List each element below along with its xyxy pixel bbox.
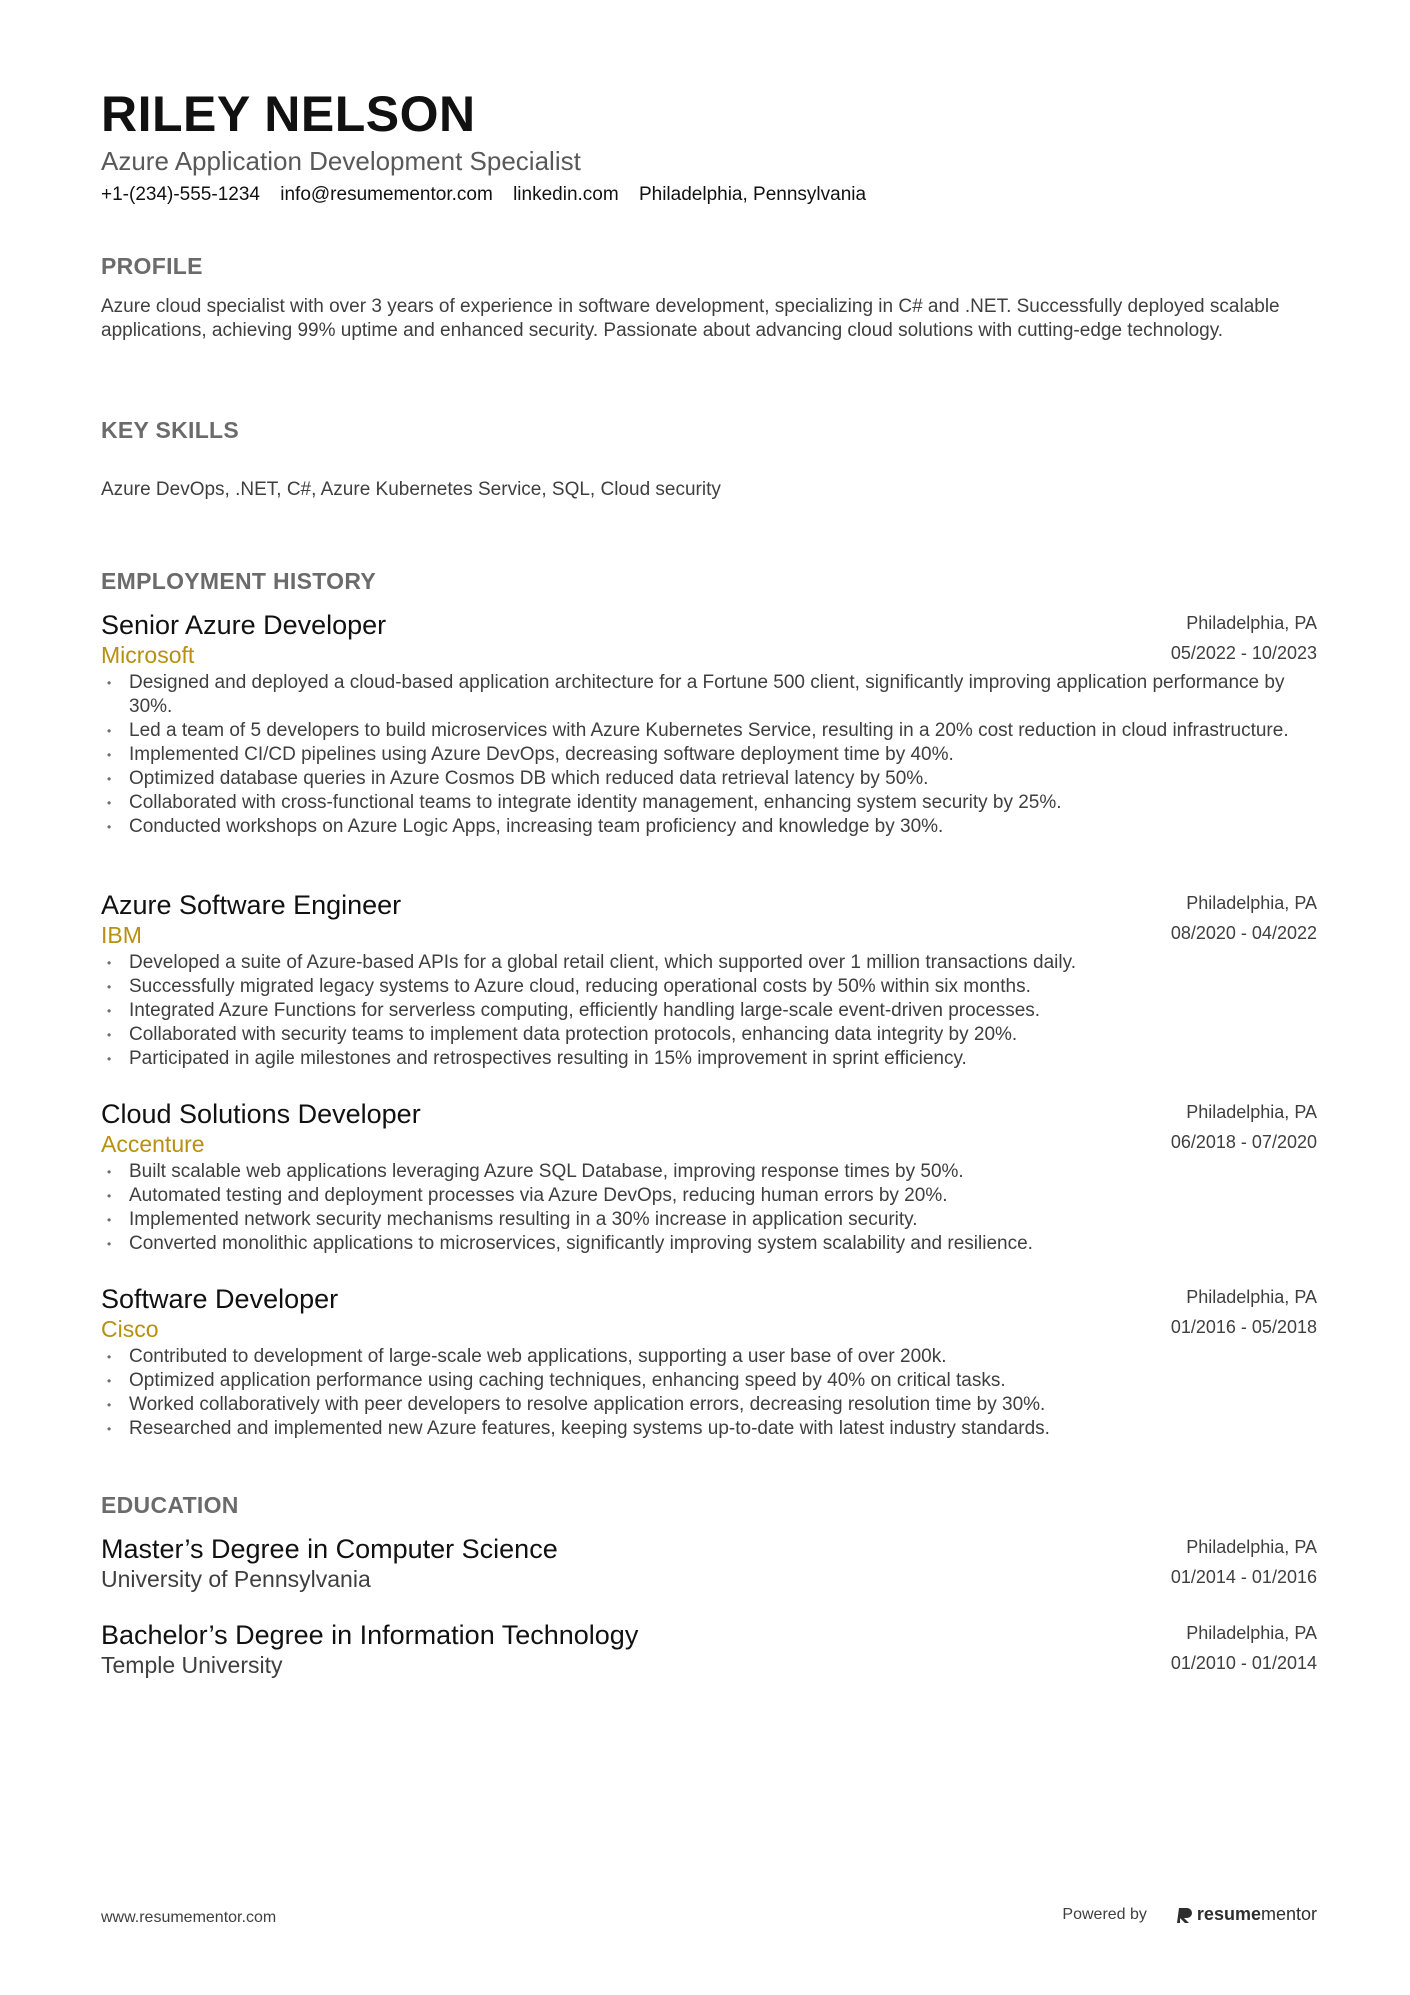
footer-website-link[interactable]: www.resumementor.com [101,1909,277,1926]
job-title: Software Developer [101,1284,339,1314]
job-dates: 01/2016 - 05/2018 [1170,1317,1317,1337]
job-company: Microsoft [101,642,195,668]
bullet-item: • Developed a suite of Azure-based APIs for a global retail client, which supported over 1 million transactions daily. [101,951,1317,975]
employment-heading: EMPLOYMENT HISTORY [101,568,377,594]
job-bullets [101,951,1317,1071]
profile-heading: PROFILE [101,253,203,279]
education-dates: 01/2010 - 01/2014 [1170,1653,1317,1673]
job-title: Azure Software Engineer [101,890,402,920]
bullet-item: • Led a team of 5 developers to build microservices with Azure Kubernetes Service, resulting in a 20% cost reduction in cloud infrastructure. [101,719,1317,743]
bullet-item: • Integrated Azure Functions for serverless computing, efficiently handling large-scale event-driven processes. [101,999,1317,1023]
bullet-item: • Optimized database queries in Azure Cosmos DB which reduced data retrieval latency by 50%. [101,767,1317,791]
job-bullets [101,1345,1317,1441]
job-dates: 08/2020 - 04/2022 [1170,923,1317,943]
degree-title: Bachelor’s Degree in Information Technology [101,1620,639,1650]
job-title: Senior Azure Developer [101,610,387,640]
candidate-name: RILEY NELSON [101,86,476,142]
job-location: Philadelphia, PA [1186,613,1317,633]
bullet-item: • Automated testing and deployment processes via Azure DevOps, reducing human errors by 20%. [101,1184,1317,1208]
brand-bold: resume [1196,1904,1261,1924]
job-location: Philadelphia, PA [1186,893,1317,913]
school-name: University of Pennsylvania [101,1566,371,1592]
education-location: Philadelphia, PA [1186,1623,1317,1643]
skills-text: Azure DevOps, .NET, C#, Azure Kubernetes Service, SQL, Cloud security [101,479,721,500]
job-bullets [101,1160,1317,1256]
bullet-item: • Successfully migrated legacy systems to Azure cloud, reducing operational costs by 50% within six months. [101,975,1317,999]
candidate-title: Azure Application Development Specialist [101,146,581,176]
powered-by-label: Powered by [1062,1905,1147,1923]
bullet-item: • Converted monolithic applications to microservices, significantly improving system scalability and resilience. [101,1232,1317,1256]
job-company: IBM [101,922,142,948]
bullet-item: • Collaborated with cross-functional teams to integrate identity management, enhancing system security by 25%. [101,791,1317,815]
linkedin-link[interactable]: linkedin.com [513,184,619,205]
job-dates: 06/2018 - 07/2020 [1170,1132,1317,1152]
job-company: Accenture [101,1131,205,1157]
bullet-item: • Conducted workshops on Azure Logic Apps, increasing team proficiency and knowledge by 30%. [101,815,1317,839]
profile-text: Azure cloud specialist with over 3 years of experience in software development, specializing in C# and .NET. Successfully deployed scalable applications, achieving 99% uptime and enhanced security. Passionate about advancing cloud solutions with cutting-edge technology. [101,296,1280,341]
degree-title: Master’s Degree in Computer Science [101,1534,558,1564]
location: Philadelphia, Pennsylvania [638,184,867,205]
job-location: Philadelphia, PA [1186,1287,1317,1307]
bullet-item: • Contributed to development of large-scale web applications, supporting a user base of over 200k. [101,1345,1317,1369]
education-dates: 01/2014 - 01/2016 [1170,1567,1317,1587]
bullet-item: • Implemented CI/CD pipelines using Azure DevOps, decreasing software deployment time by 40%. [101,743,1317,767]
bullet-item: • Researched and implemented new Azure features, keeping systems up-to-date with latest industry standards. [101,1417,1317,1441]
phone: +1-(234)-555-1234 [101,184,260,205]
job-location: Philadelphia, PA [1186,1102,1317,1122]
job-company: Cisco [101,1316,159,1342]
bullet-item: • Built scalable web applications leveraging Azure SQL Database, improving response times by 50%. [101,1160,1317,1184]
resumementor-logo-icon [1177,1906,1193,1924]
job-dates: 05/2022 - 10/2023 [1170,643,1317,663]
email-link[interactable]: info@resumementor.com [280,184,493,205]
school-name: Temple University [101,1652,283,1678]
contact-line [101,183,881,207]
education-heading: EDUCATION [101,1492,239,1518]
education-location: Philadelphia, PA [1186,1537,1317,1557]
brand-light: mentor [1260,1904,1317,1924]
bullet-item: • Optimized application performance using caching techniques, enhancing speed by 40% on critical tasks. [101,1369,1317,1393]
bullet-item: • Implemented network security mechanisms resulting in a 30% increase in application security. [101,1208,1317,1232]
resumementor-logo-text[interactable] [1197,1904,1317,1925]
skills-heading: KEY SKILLS [101,417,240,443]
bullet-item: • Collaborated with security teams to implement data protection protocols, enhancing data integrity by 20%. [101,1023,1317,1047]
bullet-item: • Designed and deployed a cloud-based application architecture for a Fortune 500 client, significantly improving application performance by 30%. [101,671,1317,719]
job-bullets [101,671,1317,839]
footer-branding [1062,1904,1317,1925]
bullet-item: • Worked collaboratively with peer developers to resolve application errors, decreasing resolution time by 30%. [101,1393,1317,1417]
bullet-item: • Participated in agile milestones and retrospectives resulting in 15% improvement in sprint efficiency. [101,1047,1317,1071]
job-title: Cloud Solutions Developer [101,1099,421,1129]
